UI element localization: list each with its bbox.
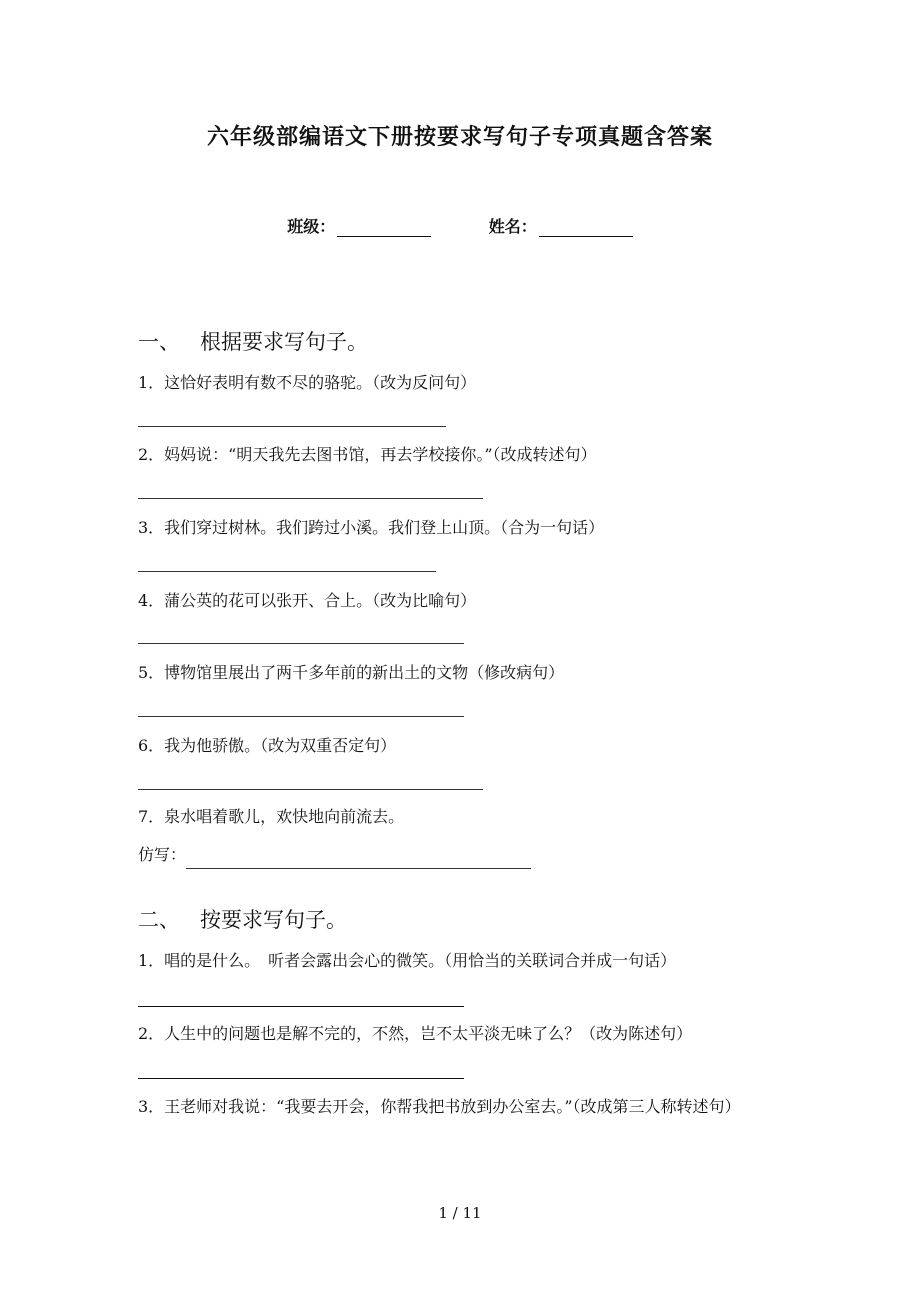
page-number: 1 / 11 — [438, 1204, 482, 1222]
answer-line-2-2[interactable] — [138, 1078, 464, 1079]
question-2-1: 1．唱的是什么。 听者会露出会心的微笑。（用恰当的关联词合并成一句话） — [138, 951, 677, 970]
section-2-heading: 按要求写句子。 — [200, 908, 347, 932]
class-blank[interactable] — [337, 218, 431, 237]
question-1-6: 6．我为他骄傲。（改为双重否定句） — [138, 736, 397, 755]
question-1-3: 3．我们穿过树林。我们跨过小溪。我们登上山顶。（合为一句话） — [138, 518, 605, 537]
question-1-1: 1．这恰好表明有数不尽的骆驼。（改为反问句） — [138, 373, 477, 392]
answer-line-1-6[interactable] — [138, 789, 483, 790]
section-1-heading: 根据要求写句子。 — [200, 330, 368, 354]
question-2-2: 2．人生中的问题也是解不完的，不然，岂不太平淡无味了么？（改为陈述句） — [138, 1024, 693, 1043]
question-1-2: 2．妈妈说：“明天我先去图书馆，再去学校接你。”（改成转述句） — [138, 445, 597, 464]
question-1-7: 7．泉水唱着歌儿，欢快地向前流去。 — [138, 807, 405, 826]
answer-line-1-1[interactable] — [138, 426, 446, 427]
answer-line-2-1[interactable] — [138, 1006, 464, 1007]
question-2-3: 3．王老师对我说：“我要去开会，你帮我把书放到办公室去。”（改成第三人称转述句） — [138, 1097, 741, 1116]
answer-line-1-2[interactable] — [138, 498, 483, 499]
section-1-number: 一、 — [138, 330, 180, 354]
document-title: 六年级部编语文下册按要求写句子专项真题含答案 — [206, 124, 713, 150]
class-label: 班级： — [287, 217, 336, 236]
name-blank[interactable] — [539, 218, 633, 237]
imitate-blank[interactable] — [186, 848, 531, 869]
section-2-number: 二、 — [138, 908, 180, 932]
question-1-4: 4．蒲公英的花可以张开、合上。（改为比喻句） — [138, 591, 477, 610]
section-2-title — [138, 904, 347, 934]
imitate-label: 仿写： — [138, 845, 187, 864]
answer-line-1-4[interactable] — [138, 643, 464, 644]
section-1-title — [138, 326, 368, 356]
student-info — [0, 214, 920, 237]
class-field — [287, 214, 431, 237]
name-label: 姓名： — [488, 217, 537, 236]
imitate-row — [138, 841, 531, 869]
name-field — [489, 214, 633, 237]
question-1-5: 5．博物馆里展出了两千多年前的新出土的文物（修改病句） — [138, 663, 565, 682]
answer-line-1-5[interactable] — [138, 716, 464, 717]
answer-line-1-3[interactable] — [138, 571, 436, 572]
